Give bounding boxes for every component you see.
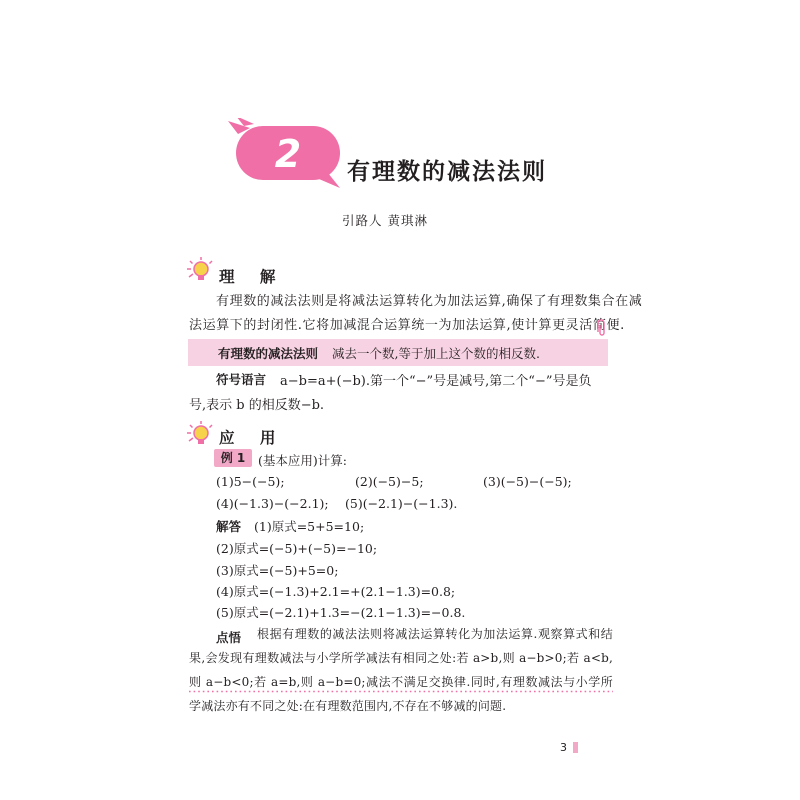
section-heading-understand: 理 解 xyxy=(219,268,286,286)
page-number: 3 xyxy=(560,741,567,754)
solution-4: (4)原式=(−1.3)+2.1=+(2.1−1.3)=0.8; xyxy=(216,584,456,599)
intro-paragraph-line-2: 法运算下的封闭性.它将加减混合运算统一为加法运算,使计算更灵活简便. xyxy=(189,318,625,333)
page-marker xyxy=(573,742,578,753)
chapter-number: 2 xyxy=(274,132,302,176)
insight-text: 根据有理数的减法法则将减法运算转化为加法运算.观察算式和结果,会发现有理数减法与小学所学减法有相同之处:若 a>b,则 a−b>0;若 a<b,则 a−b<0;若 a=b,则 a−b=0;减法不满足交换律.同时,有理数减法与小学所学减法亦有不同之处:在有理数范围内,不存在不够减的问题. xyxy=(189,627,613,713)
solution-label: 解答 xyxy=(216,519,242,534)
problem-2: (2)(−5)−5; xyxy=(355,474,424,489)
insight-label: 点悟 xyxy=(216,630,242,645)
problem-5: (5)(−2.1)−(−1.3). xyxy=(345,496,458,511)
example-label: 例 1 xyxy=(214,449,252,467)
rule-label: 有理数的减法法则 xyxy=(218,346,319,361)
page-title: 有理数的减法法则 xyxy=(347,159,547,185)
problem-1: (1)5−(−5); xyxy=(216,474,285,489)
solution-3: (3)原式=(−5)+5=0; xyxy=(216,563,339,578)
problem-4: (4)(−1.3)−(−2.1); xyxy=(216,496,329,511)
problem-3: (3)(−5)−(−5); xyxy=(483,474,572,489)
symbol-language-label: 符号语言 xyxy=(216,372,267,387)
author-line: 引路人 黄琪淋 xyxy=(342,213,428,228)
symbol-language-line-2: 号,表示 b 的相反数−b. xyxy=(189,398,325,413)
solution-1: (1)原式=5+5=10; xyxy=(254,519,365,534)
paperclip-icon xyxy=(594,318,608,338)
section-heading-apply: 应 用 xyxy=(219,429,286,447)
lightbulb-icon xyxy=(186,420,214,450)
lightbulb-icon xyxy=(186,256,214,286)
solution-2: (2)原式=(−5)+(−5)=−10; xyxy=(216,541,378,556)
dotted-divider xyxy=(189,690,613,693)
solution-5: (5)原式=(−2.1)+1.3=−(2.1−1.3)=−0.8. xyxy=(216,605,466,620)
symbol-language-line-1: a−b=a+(−b).第一个“−”号是减号,第二个“−”号是负 xyxy=(280,374,592,389)
example-intro: (基本应用)计算: xyxy=(258,453,347,468)
rule-text: 减去一个数,等于加上这个数的相反数. xyxy=(332,346,540,361)
intro-paragraph-line-1: 有理数的减法法则是将减法运算转化为加法运算,确保了有理数集合在减 xyxy=(216,294,643,309)
